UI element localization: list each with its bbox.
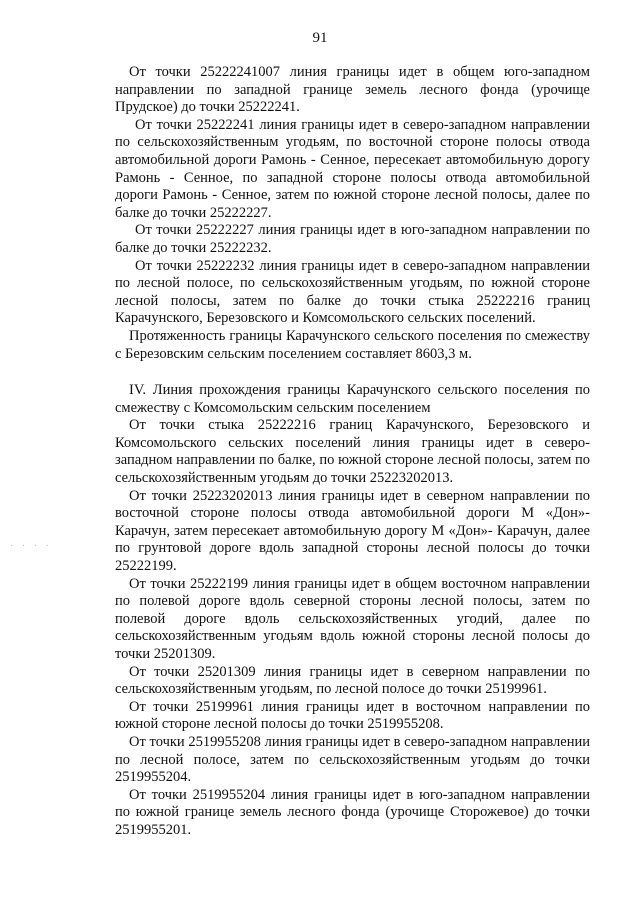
margin-mark: · · · · <box>10 541 52 552</box>
paragraph-8: От точки 25223202013 линия границы идет в северном направлении по восточной стороне полосы отвода автомобильной дороги М «Дон»- Карачун, затем пересекает автомобильную дорогу М «Дон»- Карачун, далее по грунтовой дороге вдоль западной стороны лесной полосы до точки 25222199. <box>115 487 590 575</box>
paragraph-2: От точки 25222241 линия границы идет в северо-западном направлении по сельскохозяйственным угодьям, по восточной стороне полосы отвода автомобильной дороги Рамонь - Сенное, пересекает автомобильную дорогу Рамонь - Сенное, по западной стороне полосы отвода автомобильной дороги Рамонь - Сенное, затем по южной стороне лесной полосы, далее по балке до точки 25222227. <box>115 116 590 221</box>
paragraph-7: От точки стыка 25222216 границ Карачунского, Березовского и Комсомольского сельских поселений линия границы идет в северо-западном направлении по балке, по южной стороне лесной полосы, затем по сельскохозяйственным угодьям до точки 25223202013. <box>115 417 590 487</box>
paragraph-12: От точки 2519955208 линия границы идет в северо-западном направлении по лесной полосе, затем по сельскохозяйственным угодьям до точки 2519955204. <box>115 733 590 786</box>
paragraph-1: От точки 25222241007 линия границы идет в общем юго-западном направлении по западной границе земель лесного фонда (урочище Прудское) до точки 25222241. <box>115 64 590 116</box>
document-body <box>115 64 590 840</box>
paragraph-11: От точки 25199961 линия границы идет в восточном направлении по южной стороне лесной полосы до точки 2519955208. <box>115 698 590 733</box>
paragraph-9: От точки 25222199 линия границы идет в общем восточном направлении по полевой дороге вдоль северной стороны лесной полосы, затем по полевой дороге вдоль сельскохозяйственных угодий, далее по сельскохозяйственным угодьям вдоль южной стороны лесной полосы до точки 25201309. <box>115 575 590 662</box>
paragraph-4: От точки 25222232 линия границы идет в северо-западном направлении по лесной полосе, по сельскохозяйственным угодьям, по южной стороне лесной полосы, затем по балке до точки стыка 25222216 границ Карачунского, Березовского и Комсомольского сельских поселений. <box>115 257 590 327</box>
paragraph-3: От точки 25222227 линия границы идет в юго-западном направлении по балке до точки 25222232. <box>115 222 590 256</box>
paragraph-5: Протяженность границы Карачунского сельского поселения по смежеству с Березовским сельским поселением составляет 8603,3 м. <box>115 327 590 362</box>
paragraph-10: От точки 25201309 линия границы идет в северном направлении по сельскохозяйственным угодьям, по лесной полосе до точки 25199961. <box>115 663 590 698</box>
section-heading: IV. Линия прохождения границы Карачунского сельского поселения по смежеству с Комсомольским сельским поселением <box>115 382 590 416</box>
paragraph-13: От точки 2519955204 линия границы идет в юго-западном направлении по южной границе земель лесного фонда (урочище Сторожевое) до точки 2519955201. <box>115 786 590 838</box>
page-number: 91 <box>312 30 328 46</box>
